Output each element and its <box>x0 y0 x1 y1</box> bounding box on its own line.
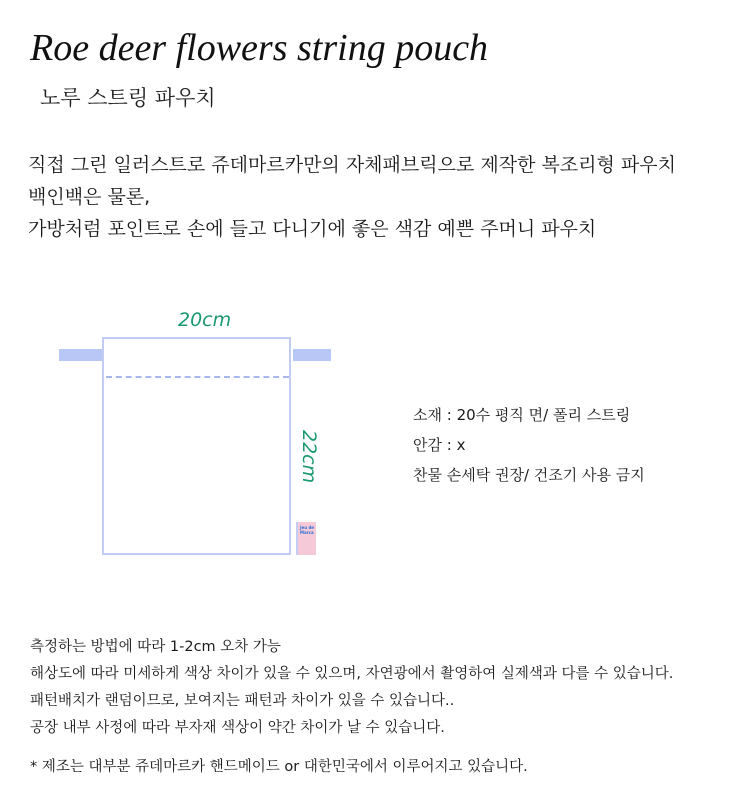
product-specs <box>413 400 645 490</box>
drawstring-line <box>106 376 289 378</box>
notice-line: 측정하는 방법에 따라 1-2cm 오차 가능 <box>30 639 281 655</box>
width-dimension-label: 20cm <box>178 309 232 331</box>
notice-line: 패턴배치가 랜덤이므로, 보여지는 패턴과 차이가 있을 수 있습니다.. <box>30 693 455 709</box>
description-line: 가방처럼 포인트로 손에 들고 다니기에 좋은 색감 예쁜 주머니 파우치 <box>28 218 597 240</box>
string-left <box>59 349 102 361</box>
notice-line: 공장 내부 사정에 따라 부자재 색상이 약간 차이가 날 수 있습니다. <box>30 720 445 736</box>
product-description <box>28 149 743 245</box>
string-right <box>293 349 331 361</box>
height-dimension-label: 22cm <box>298 430 320 484</box>
notice-line: 해상도에 따라 미세하게 색상 차이가 있을 수 있으며, 자연광에서 촬영하여 실제색과 다를 수 있습니다. <box>30 666 674 682</box>
description-line: 백인백은 물론, <box>28 186 151 208</box>
page-title: Roe deer flowers string pouch <box>30 27 489 69</box>
pouch-outline <box>102 337 291 555</box>
page-subtitle: 노루 스트링 파우치 <box>40 86 216 110</box>
spec-care: 찬물 손세탁 권장/ 건조기 사용 금지 <box>413 466 645 484</box>
brand-tag-logo: Jeu de Marca <box>296 522 316 555</box>
description-line: 직접 그린 일러스트로 쥬데마르카만의 자체패브릭으로 제작한 복조리형 파우치 <box>28 154 676 176</box>
spec-material: 소재 : 20수 평직 면/ 폴리 스트링 <box>413 406 631 424</box>
spec-lining: 안감 : x <box>413 436 466 454</box>
manufacturing-footnote: * 제조는 대부분 쥬데마르카 핸드메이드 or 대한민국에서 이루어지고 있습니다. <box>30 759 528 775</box>
notice-list <box>30 634 745 742</box>
